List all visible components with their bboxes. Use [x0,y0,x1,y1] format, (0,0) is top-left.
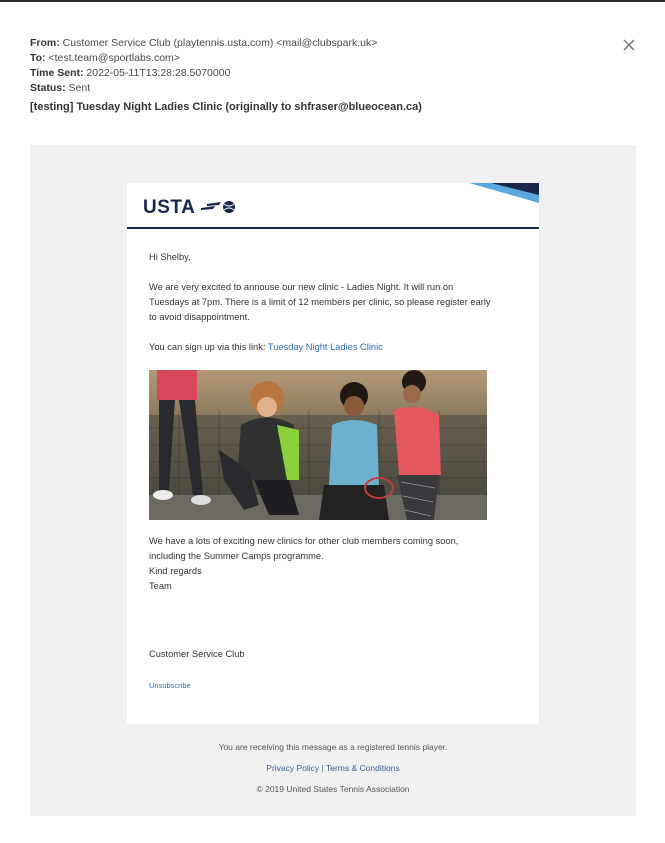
close-button[interactable] [620,36,638,54]
from-row [30,36,377,51]
footer-links [30,763,636,773]
email-card-header [127,183,539,229]
to-row [30,51,377,66]
to-label: To: [30,52,46,64]
unsubscribe-row [149,678,494,693]
footer-separator: | [321,763,324,773]
to-value: <test.team@sportlabs.com> [48,52,180,64]
clinic-photo [149,370,487,520]
corner-swoosh [469,183,539,203]
email-subject: [testing] Tuesday Night Ladies Clinic (originally to shfraser@blueocean.ca) [30,101,422,113]
usta-logo [143,193,243,219]
team: Team [149,581,172,591]
time-value: 2022-05-11T13:28:28.5070000 [86,67,231,79]
unsubscribe-link[interactable]: Unsubscribe [149,681,191,690]
tennis-players-image [149,370,487,520]
status-row [30,81,377,96]
more-clinics-paragraph: We have a lots of exciting new clinics for other club members coming soon, including the Summer Camps programme. [149,536,459,561]
close-icon [620,36,638,54]
from-label: From: [30,37,60,49]
footer-copyright: © 2019 United States Tennis Association [256,784,410,794]
email-preview-panel [30,145,636,816]
signup-text: You can sign up via this link: [149,342,266,352]
status-value: Sent [68,82,91,94]
email-meta [30,36,377,96]
email-card [127,183,539,724]
privacy-policy-link[interactable]: Privacy Policy [266,763,320,773]
terms-link[interactable]: Terms & Conditions [326,763,400,773]
svg-text:USTA: USTA [143,197,196,218]
intro-paragraph: We are very excited to annouse our new clinic - Ladies Night. It will run on Tuesdays at 7pm. There is a limit of 12 members per clinic, so please register early to avoid disappointment. [149,282,491,322]
status-label: Status: [30,82,66,94]
footer-notice: You are receiving this message as a registered tennis player. [218,742,448,752]
time-row [30,66,377,81]
greeting: Hi Shelby, [149,252,191,262]
signup-link[interactable]: Tuesday Night Ladies Clinic [267,342,383,352]
time-label: Time Sent: [30,67,84,79]
top-border [0,0,665,2]
signup-line [149,340,494,355]
regards: Kind regards [149,566,202,576]
from-value: Customer Service Club (playtennis.usta.com) <mail@clubspark.uk> [62,37,378,49]
signature: Customer Service Club [149,649,245,659]
